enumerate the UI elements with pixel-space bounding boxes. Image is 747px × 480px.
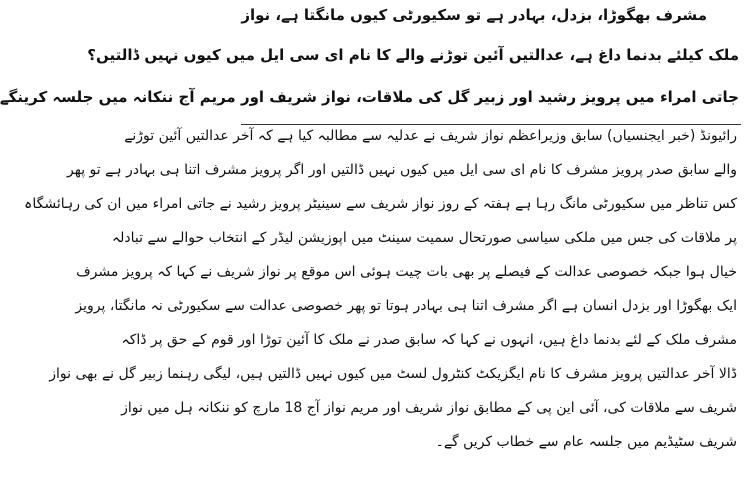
body-line: شریف سے ملاقات کی، آئی این پی کے مطابق نواز شریف اور مریم نواز آج 18 مارچ کو ننکانہ ہل میں نواز (121, 400, 737, 416)
body-line: پر ملاقات کی جس میں ملکی سیاسی صورتحال سمیت سینٹ میں اپوزیشن لیڈر کے انتخاب حوالے سے تبادلہ (111, 230, 737, 246)
article-body (24, 128, 737, 480)
body-line: مشرف ملک کے لئے بدنما داغ ہیں، انہوں نے کہا کہ سابق صدر نے ملک کا آئین توڑا اور قوم کے حق پر ڈاکہ (121, 332, 737, 348)
body-line: کس تناظر میں سکیورٹی مانگ رہا ہے ہفتہ کے روز نواز شریف سے سینیٹر پرویز رشید نے جاتی امراء میں ان کی رہائشگاہ (24, 196, 737, 212)
body-line: ایک بھگوڑا اور بزدل انسان ہے اگر مشرف اتنا ہی بہادر ہوتا تو پھر خصوصی عدالت سے سکیورٹی نہ مانگتا، پرویز (75, 298, 737, 314)
body-line: شریف سٹیڈیم میں جلسہ عام سے خطاب کریں گے۔ (435, 434, 737, 450)
body-line: رائیونڈ (خبر ایجنسیاں) سابق وزیراعظم نواز شریف نے عدلیہ سے مطالبہ کیا ہے کہ آخر عدالتیں آئین توڑنے (124, 128, 737, 144)
headline-line-2: ملک کیلئے بدنما داغ ہے، عدالتیں آئین توڑنے والے کا نام ای سی ایل میں کیوں نہیں ڈالتیں؟ (87, 46, 739, 64)
body-line: والے سابق صدر پرویز مشرف کا نام ای سی ایل میں کیوں نہیں ڈالتیں اور اگر پرویز مشرف اتنا ہی بہادر ہے تو پھر (67, 162, 737, 178)
divider (241, 124, 741, 125)
body-line: ڈالا آخر عدالتیں پرویز مشرف کا نام ایگزیکٹ کنٹرول لسٹ میں کیوں نہیں ڈالتیں ہیں، لیگی رہنما زبیر گل نے بھی نواز (49, 366, 737, 382)
headline-line-3: جاتی امراء میں پرویز رشید اور زبیر گل کی ملاقات، نواز شریف اور مریم آج ننکانہ میں جلسہ کرینگے (0, 88, 739, 106)
body-line: خیال ہوا جبکہ خصوصی عدالت کے فیصلے پر بھی بات چیت ہوئی اس موقع پر نواز شریف نے کہا کہ پرویز مشرف (76, 264, 737, 280)
headline-block (0, 0, 747, 125)
headline-line-1: مشرف بھگوڑا، بزدل، بہادر ہے تو سکیورٹی کیوں مانگتا ہے، نواز (241, 6, 707, 24)
